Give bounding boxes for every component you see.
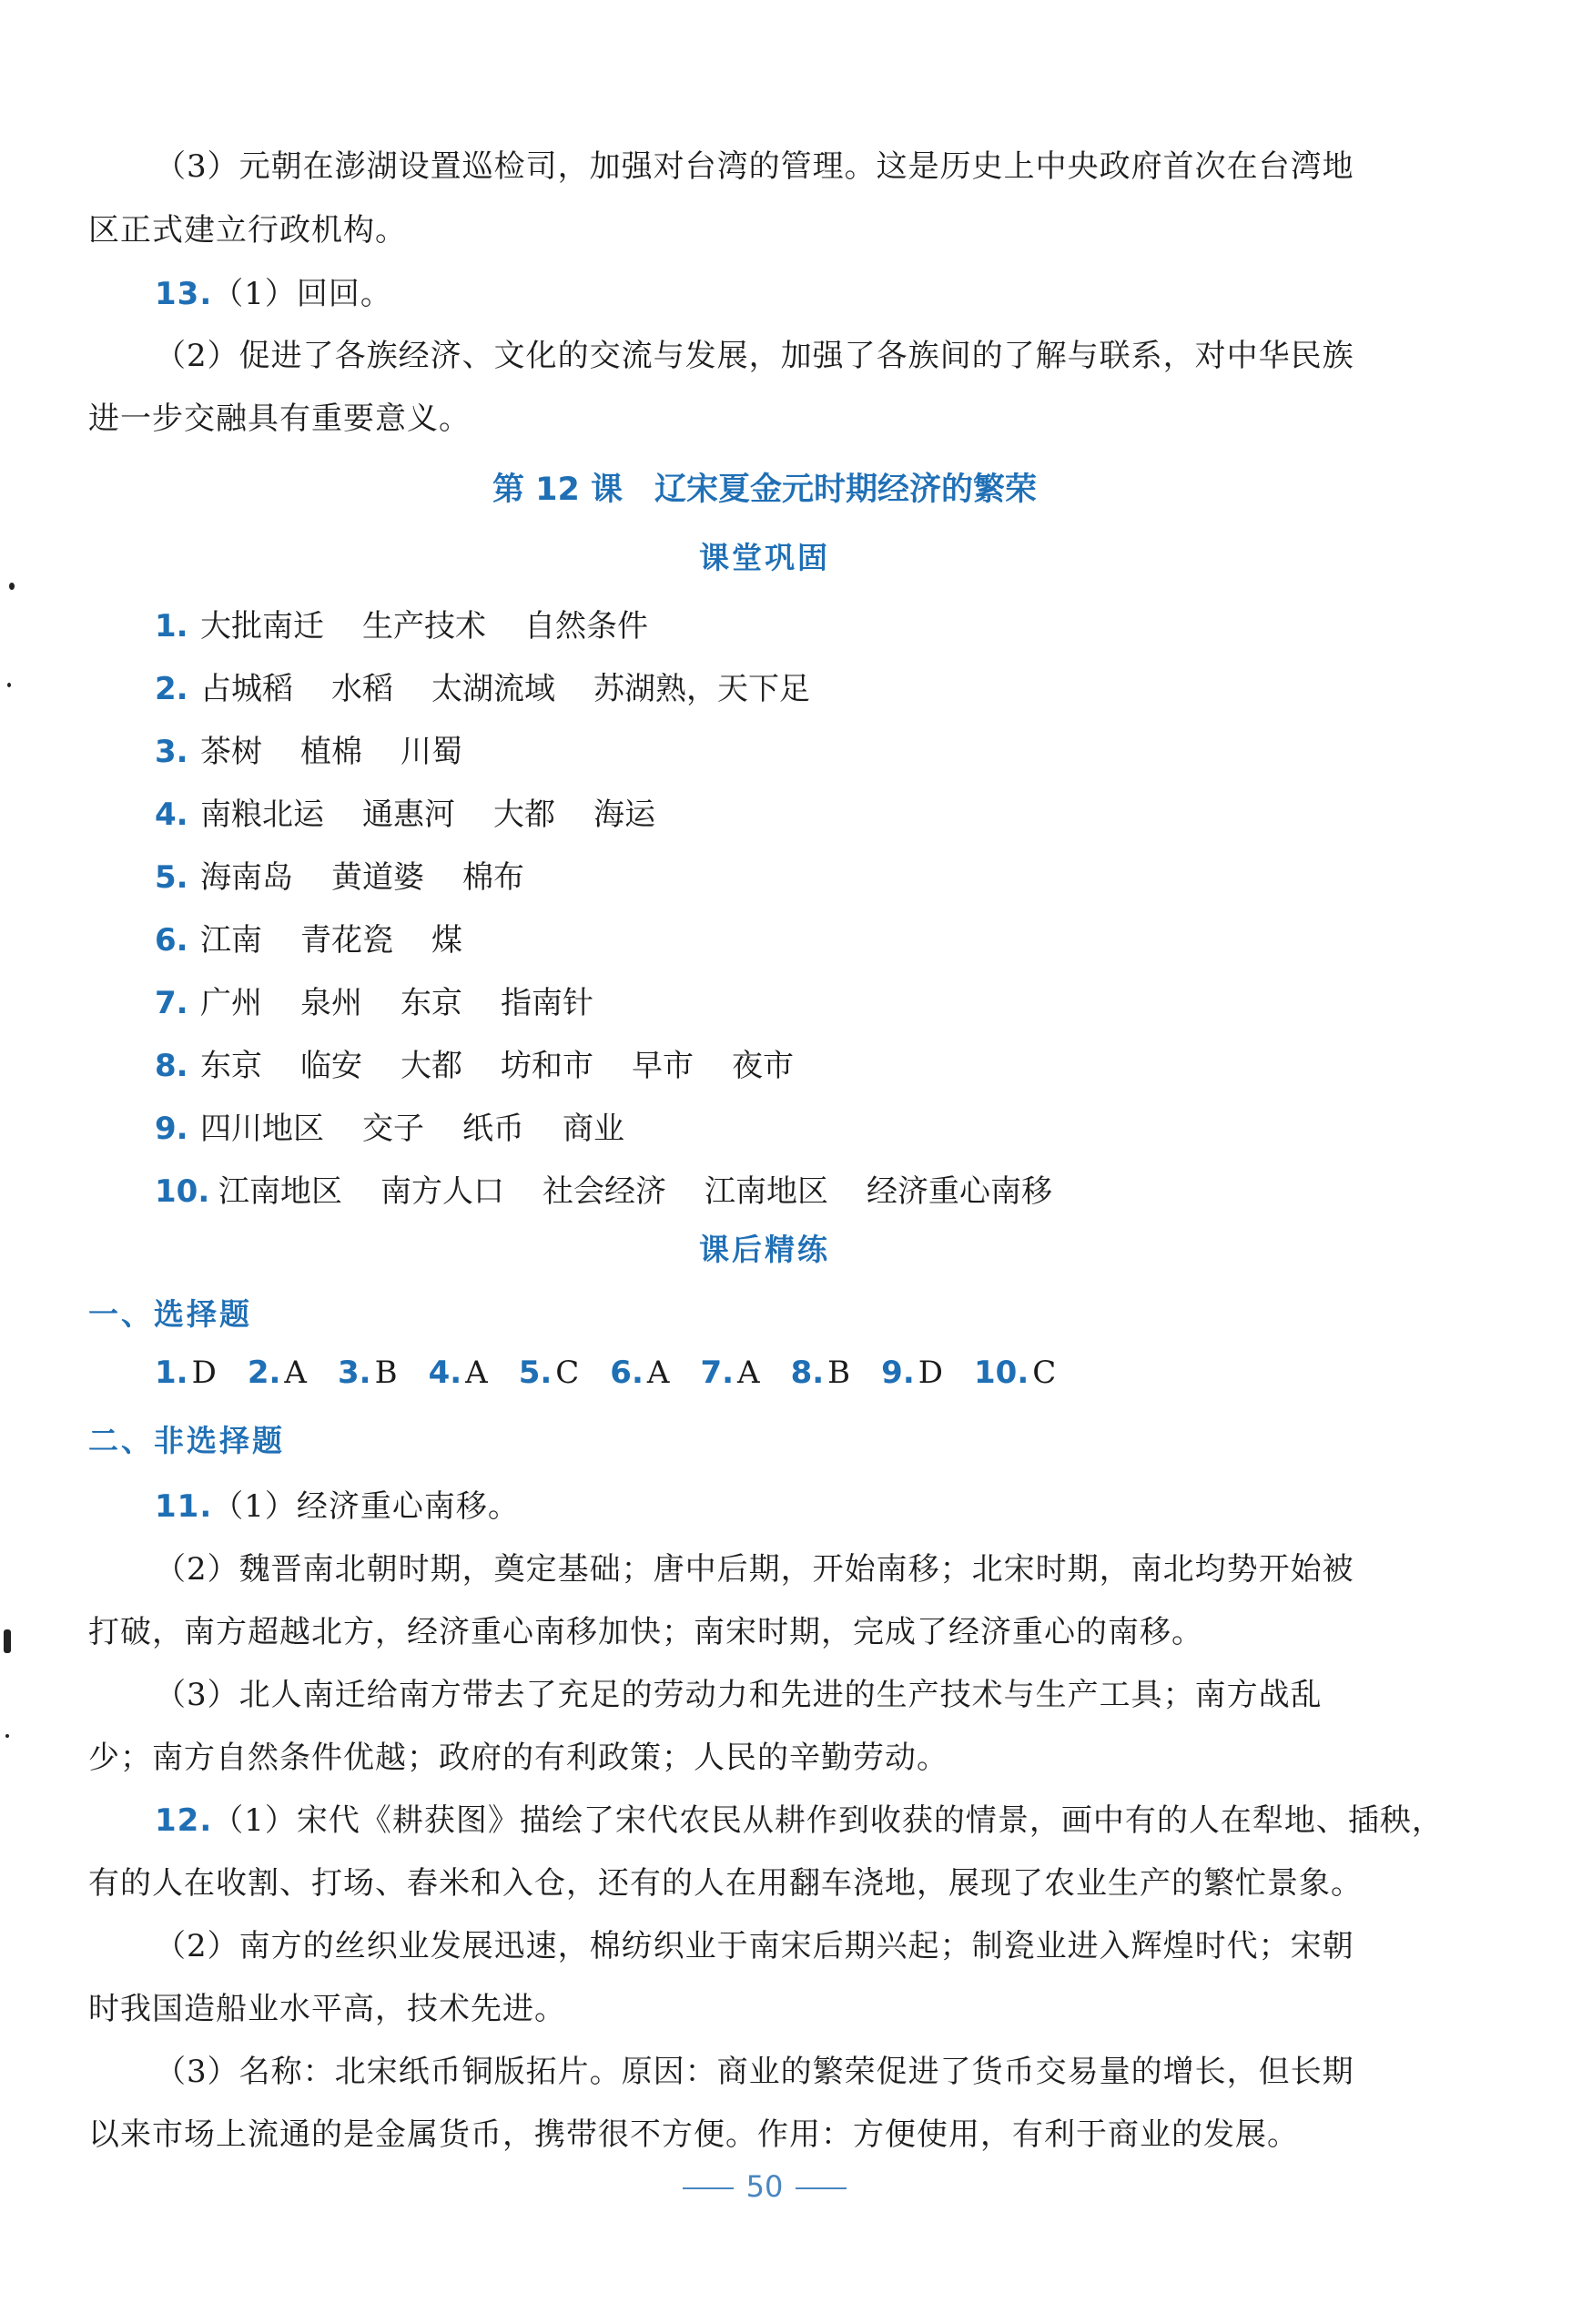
- lesson-title: 第 12 课 辽宋夏金元时期经济的繁荣: [492, 472, 1038, 508]
- answer-term: 太湖流域: [431, 671, 555, 707]
- mc-choice: C: [1032, 1355, 1057, 1391]
- answer-term: 经济重心南移: [867, 1173, 1052, 1210]
- fill-answer-row: [155, 1166, 1090, 1211]
- mc-choice: A: [284, 1355, 307, 1391]
- answer-term: 川蜀: [401, 734, 462, 770]
- dash-left: [683, 2187, 734, 2189]
- answer-term: 江南: [200, 922, 262, 959]
- classroom-title: 课堂巩固: [699, 540, 830, 575]
- section-multiple-choice: 一、选择题: [88, 1296, 252, 1332]
- mc-choice: A: [465, 1355, 488, 1391]
- answer-term: 泉州: [300, 985, 362, 1021]
- mc-choice: A: [737, 1355, 760, 1391]
- scan-speck: [5, 1734, 9, 1738]
- answer-term: 大都: [493, 797, 555, 833]
- mc-choice: A: [646, 1355, 670, 1391]
- answer-term: 坊和市: [501, 1048, 593, 1084]
- answer-term: 黄道婆: [331, 859, 424, 896]
- page-number: [0, 2169, 1529, 2204]
- answer-term: 江南地区: [705, 1173, 828, 1210]
- fill-answer-row: [155, 1040, 832, 1085]
- q12-answer-4: 时我国造船业水平高，技术先进。: [88, 1991, 566, 2027]
- answer-term: 植棉: [300, 734, 362, 770]
- question-number: 4.: [428, 1355, 462, 1391]
- question-number: 10.: [155, 1173, 210, 1210]
- answer-term: 棉布: [462, 859, 524, 896]
- mc-answer: [974, 1355, 1056, 1391]
- answer-term: 煤: [431, 922, 462, 959]
- q13-answer-2: （2）促进了各族经济、文化的交流与发展，加强了各族间的了解与联系，对中华民族: [155, 338, 1354, 374]
- question-number: 7.: [700, 1355, 735, 1391]
- mc-answer: [248, 1355, 307, 1391]
- mc-choice: C: [555, 1355, 580, 1391]
- scan-speck: [7, 683, 11, 687]
- question-number: 6.: [610, 1355, 644, 1391]
- fill-answer-row: [155, 789, 694, 834]
- question-number: 2.: [155, 671, 188, 707]
- mc-answer: [429, 1355, 488, 1391]
- q11-line: [155, 1481, 520, 1526]
- question-number: 1.: [155, 608, 188, 644]
- mc-choice: B: [827, 1355, 851, 1391]
- answer-term: 青花瓷: [300, 922, 393, 959]
- answer-term: 商业: [563, 1111, 624, 1147]
- answer-term: 指南针: [501, 985, 593, 1021]
- mc-answer: [610, 1355, 669, 1391]
- question-number: 10.: [974, 1355, 1029, 1391]
- q12-answer-1: （1）宋代《耕获图》描绘了宋代农民从耕作到收获的情景，画中有的人在犁地、插秧，: [212, 1802, 1444, 1839]
- paragraph-line: （3）元朝在澎湖设置巡检司，加强对台湾的管理。这是历史上中央政府首次在台湾地: [155, 148, 1354, 185]
- answer-term: 江南地区: [218, 1173, 342, 1210]
- answer-term: 占城稻: [200, 671, 293, 707]
- answer-term: 广州: [200, 985, 262, 1021]
- fill-answer-row: [155, 852, 563, 897]
- answer-term: 交子: [362, 1111, 424, 1147]
- mc-answer: [791, 1355, 851, 1391]
- mc-choice: B: [374, 1355, 398, 1391]
- answer-term: 大批南迁: [200, 608, 324, 644]
- page-number-text: 50: [745, 2169, 784, 2204]
- question-number: 8.: [790, 1355, 825, 1391]
- answer-term: 海南岛: [200, 859, 293, 896]
- answer-term: 生产技术: [362, 608, 486, 644]
- question-number: 6.: [155, 922, 188, 959]
- question-number: 3.: [155, 734, 188, 770]
- answer-term: 东京: [200, 1048, 262, 1084]
- mc-answer: [700, 1355, 759, 1391]
- scan-speck: [9, 583, 15, 590]
- answer-term: 茶树: [200, 734, 262, 770]
- fill-answer-row: [155, 601, 686, 645]
- scan-speck: [4, 1629, 11, 1653]
- paragraph-line: 区正式建立行政机构。: [88, 212, 407, 249]
- answer-term: 东京: [401, 985, 462, 1021]
- question-number: 9.: [155, 1111, 188, 1147]
- answer-term: 海运: [593, 797, 655, 833]
- answer-term: 南方人口: [380, 1173, 504, 1210]
- answer-term: 早市: [632, 1048, 694, 1084]
- answer-term: 四川地区: [200, 1111, 324, 1147]
- question-number: 5.: [155, 859, 188, 896]
- question-number: 4.: [155, 797, 188, 833]
- mc-choice: D: [191, 1355, 217, 1391]
- question-number: 8.: [155, 1048, 188, 1084]
- question-number: 13.: [155, 276, 213, 312]
- fill-answer-row: [155, 726, 501, 771]
- q11-answer-1: （1）经济重心南移。: [212, 1488, 520, 1525]
- question-number: 2.: [247, 1355, 281, 1391]
- answer-term: 苏湖熟，天下足: [593, 671, 810, 707]
- dash-right: [796, 2187, 847, 2189]
- q13-line: [155, 269, 392, 313]
- question-number: 3.: [337, 1355, 371, 1391]
- q12-answer-3: （2）南方的丝织业发展迅速，棉纺织业于南宋后期兴起；制瓷业进入辉煌时代；宋朝: [155, 1928, 1354, 1964]
- q12-answer-5: （3）名称：北宋纸币铜版拓片。原因：商业的繁荣促进了货币交易量的增长，但长期: [155, 2054, 1354, 2090]
- q11-answer-5: 少；南方自然条件优越；政府的有利政策；人民的辛勤劳动。: [88, 1740, 948, 1776]
- answer-term: 临安: [300, 1048, 362, 1084]
- question-number: 1.: [155, 1355, 188, 1391]
- q13-answer-3: 进一步交融具有重要意义。: [88, 401, 471, 437]
- answer-term: 社会经济: [542, 1173, 666, 1210]
- mc-answer: [881, 1355, 943, 1391]
- q11-answer-3: 打破，南方超越北方，经济重心南移加快；南宋时期，完成了经济重心的南移。: [88, 1614, 1203, 1650]
- answer-term: 自然条件: [524, 608, 648, 644]
- q12-answer-6: 以来市场上流通的是金属货币，携带很不方便。作用：方便使用，有利于商业的发展。: [88, 2116, 1299, 2153]
- fill-answer-row: [155, 1103, 663, 1148]
- question-number: 7.: [155, 985, 188, 1021]
- mc-answer: [338, 1355, 398, 1391]
- answer-term: 夜市: [732, 1048, 794, 1084]
- q11-answer-4: （3）北人南迁给南方带去了充足的劳动力和先进的生产技术与生产工具；南方战乱: [155, 1677, 1323, 1713]
- fill-answer-row: [155, 664, 848, 708]
- q13-answer-1: （1）回回。: [212, 276, 392, 312]
- answer-term: 纸币: [462, 1111, 524, 1147]
- mc-answer: [155, 1355, 217, 1391]
- question-number: 12.: [155, 1802, 213, 1839]
- question-number: 9.: [881, 1355, 915, 1391]
- q12-answer-2: 有的人在收割、打场、舂米和入仓，还有的人在用翻车浇地，展现了农业生产的繁忙景象。: [88, 1865, 1363, 1902]
- answer-term: 水稻: [331, 671, 393, 707]
- q12-line: [155, 1795, 1444, 1840]
- fill-answer-row: [155, 978, 632, 1022]
- answer-term: 通惠河: [362, 797, 455, 833]
- fill-answer-row: [155, 915, 501, 959]
- q11-answer-2: （2）魏晋南北朝时期，奠定基础；唐中后期，开始南移；北宋时期，南北均势开始被: [155, 1551, 1354, 1588]
- after-class-title: 课后精练: [699, 1232, 830, 1267]
- mc-answer: [519, 1355, 580, 1391]
- mc-choice: D: [918, 1355, 943, 1391]
- section-non-multiple-choice: 二、非选择题: [88, 1423, 285, 1458]
- answer-term: 大都: [401, 1048, 462, 1084]
- question-number: 5.: [518, 1355, 553, 1391]
- question-number: 11.: [155, 1488, 213, 1525]
- multiple-choice-answers: [155, 1355, 1087, 1391]
- answer-term: 南粮北运: [200, 797, 324, 833]
